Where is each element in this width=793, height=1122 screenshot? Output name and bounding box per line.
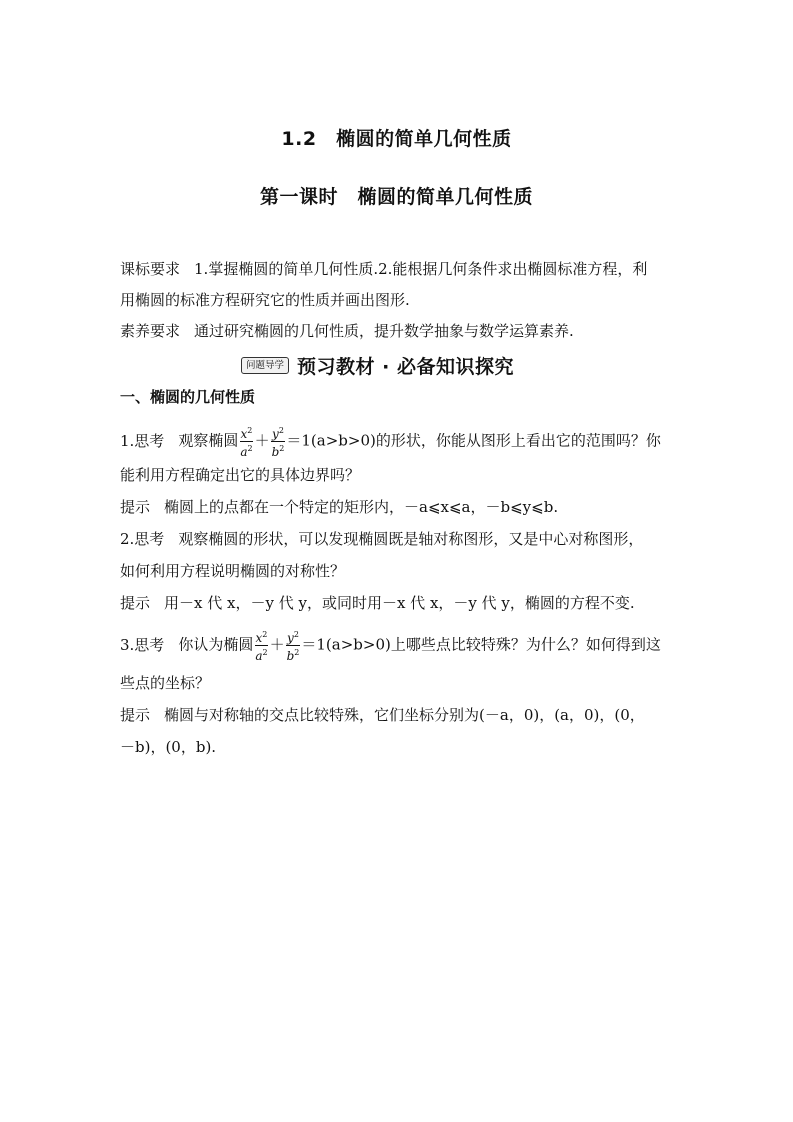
requirements-text-1: 1.掌握椭圆的简单几何性质.2.能根据几何条件求出椭圆标准方程，利 [194,260,648,278]
fraction-y: $\frac{y^2}{b^2}$ [271,426,285,459]
banner-tag: 问题导学 [241,357,289,374]
question-3-line-1 [120,628,661,663]
fraction-y-2: $\frac{y^2}{b^2}$ [286,630,300,663]
literacy-line [120,320,574,342]
answer-3-line-2: －b)，(0，b). [120,738,217,756]
literacy-label: 素养要求 [120,322,181,340]
question-1-pre: 观察椭圆 [178,431,239,450]
section-heading: 一、椭圆的几何性质 [120,388,256,406]
question-3-pre: 你认为椭圆 [178,635,254,654]
answer-1-line [120,496,558,518]
plus-sign-2: ＋ [269,635,285,654]
answer-1-label: 提示 [120,498,151,516]
question-2-text: 观察椭圆的形状，可以发现椭圆既是轴对称图形，又是中心对称图形， [178,530,644,548]
question-2-line-1 [120,528,643,550]
question-1-label: 1.思考 [120,431,165,450]
answer-3-text-1: 椭圆与对称轴的交点比较特殊，它们坐标分别为(－a，0)，(a，0)，(0， [164,706,645,724]
question-2-line-2: 如何利用方程说明椭圆的对称性？ [120,562,346,580]
question-2-label: 2.思考 [120,530,165,548]
requirements-line-2: 用椭圆的标准方程研究它的性质并画出图形. [120,291,410,309]
question-1-post: ＝1(a>b>0)的形状，你能从图形上看出它的范围吗？你 [286,431,661,450]
page-subtitle: 第一课时 椭圆的简单几何性质 [259,186,533,208]
question-1-line-2: 能利用方程确定出它的具体边界吗？ [120,466,361,484]
answer-1-text: 椭圆上的点都在一个特定的矩形内，－a⩽x⩽a，－b⩽y⩽b. [164,498,559,516]
question-3-label: 3.思考 [120,635,165,654]
answer-3-line-1 [120,704,645,726]
requirements-label: 课标要求 [120,260,181,278]
banner-title: 预习教材 · 必备知识探究 [297,355,514,378]
answer-3-label: 提示 [120,706,151,724]
question-3-line-2: 些点的坐标？ [120,674,211,692]
section-banner [241,352,514,378]
answer-2-line [120,592,635,614]
question-1-line-1 [120,424,661,459]
question-3-post: ＝1(a>b>0)上哪些点比较特殊？为什么？如何得到这 [301,635,661,654]
fraction-x: $\frac{x^2}{a^2}$ [240,426,253,459]
literacy-text: 通过研究椭圆的几何性质，提升数学抽象与数学运算素养. [194,322,574,340]
fraction-x-2: $\frac{x^2}{a^2}$ [255,630,268,663]
requirements-line-1 [120,258,647,280]
page-title: 1.2 椭圆的简单几何性质 [281,128,512,150]
answer-2-text: 用－x 代 x，－y 代 y，或同时用－x 代 x，－y 代 y，椭圆的方程不变. [164,594,635,612]
plus-sign: ＋ [254,431,270,450]
answer-2-label: 提示 [120,594,151,612]
